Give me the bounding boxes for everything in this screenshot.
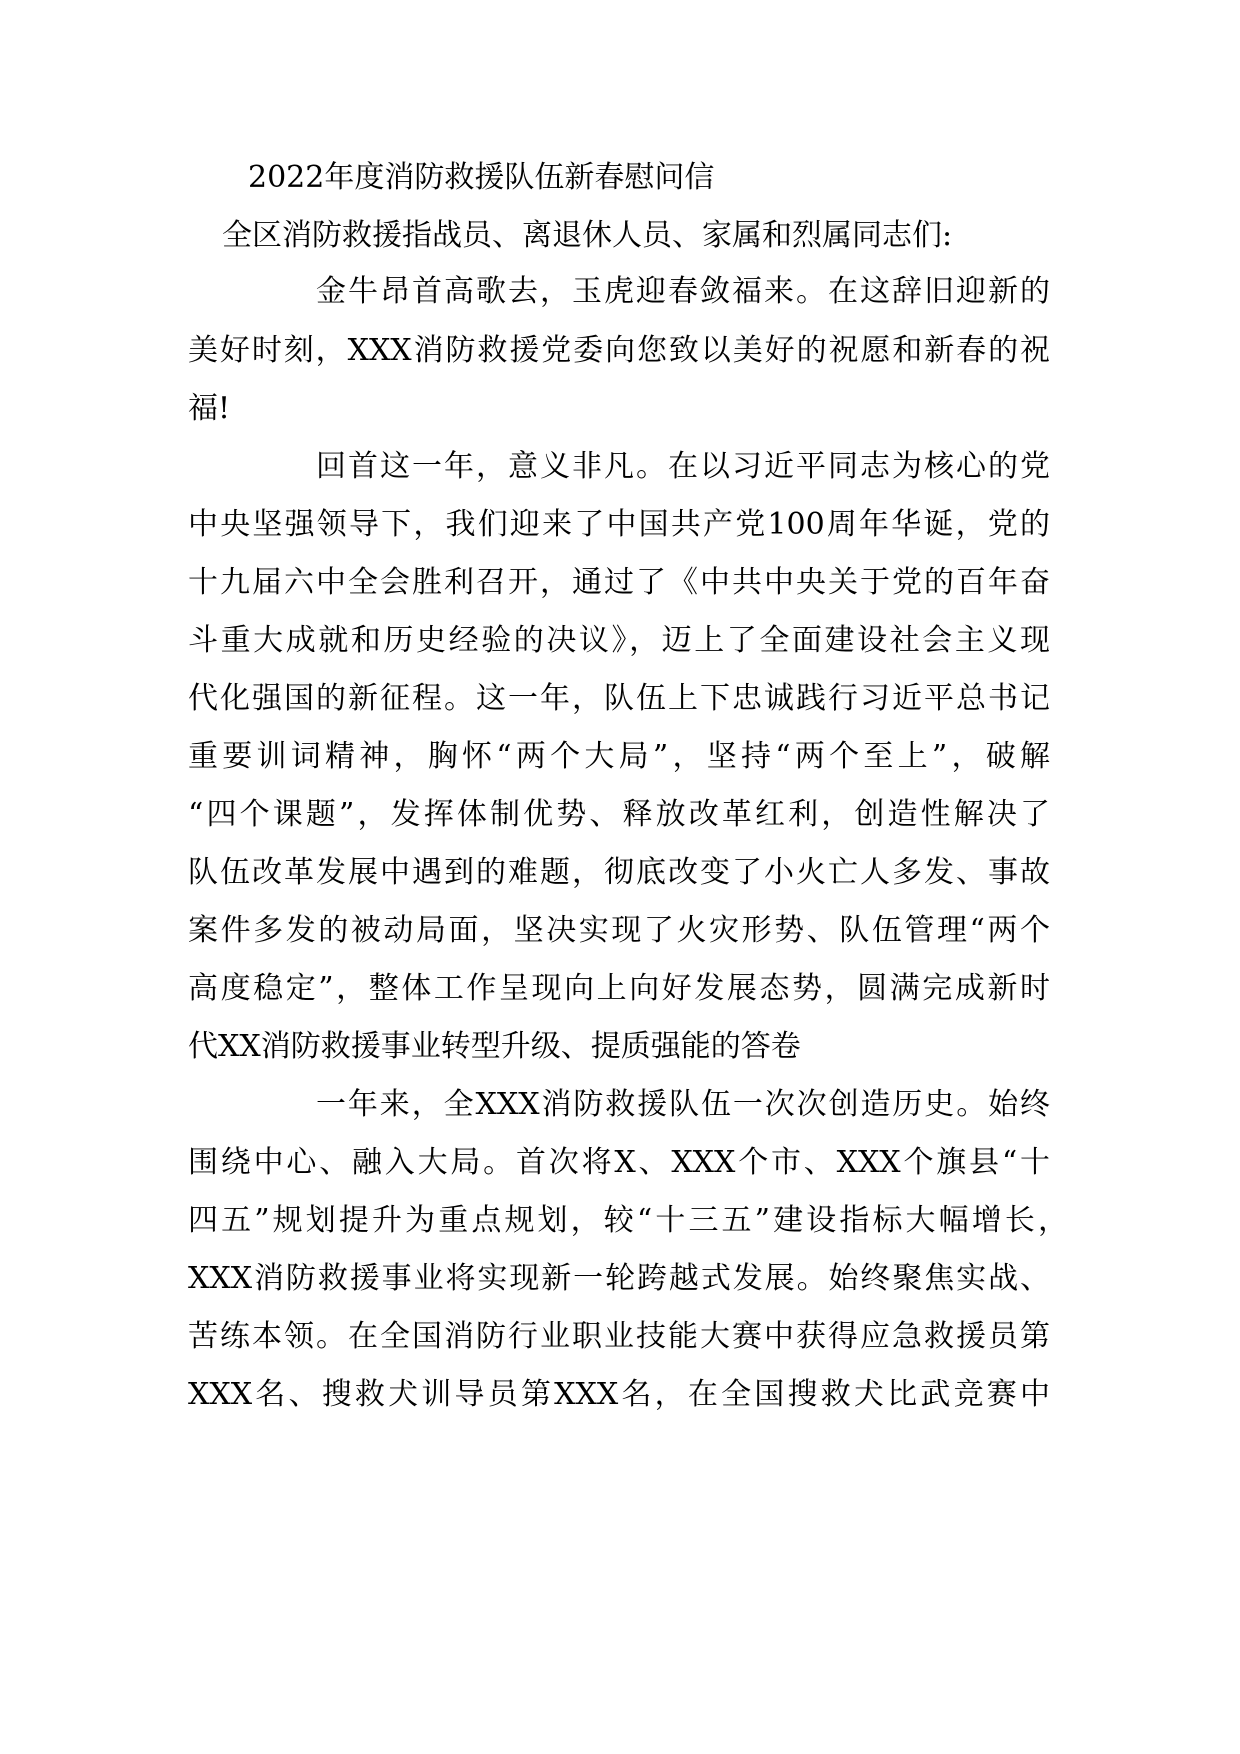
paragraph-line: “四个课题”，发挥体制优势、释放改革红利，创造性解决了 bbox=[188, 797, 1050, 832]
paragraph-line: 代化强国的新征程。这一年，队伍上下忠诚践行习近平总书记 bbox=[188, 681, 1050, 716]
paragraph-line: 苦练本领。在全国消防行业职业技能大赛中获得应急救援员第 bbox=[188, 1319, 1050, 1354]
paragraph-line: XXX消防救援事业将实现新一轮跨越式发展。始终聚焦实战、 bbox=[188, 1261, 1050, 1296]
paragraph-line: 中央坚强领导下，我们迎来了中国共产党100周年华诞，党的 bbox=[188, 507, 1050, 542]
paragraph-line: 围绕中心、融入大局。首次将X、XXX个市、XXX个旗县“十 bbox=[188, 1145, 1050, 1180]
paragraph-line: 四五”规划提升为重点规划，较“十三五”建设指标大幅增长， bbox=[188, 1203, 1068, 1238]
paragraph-line: 美好时刻，XXX消防救援党委向您致以美好的祝愿和新春的祝 bbox=[188, 333, 1050, 368]
paragraph-line: 回首这一年，意义非凡。在以习近平同志为核心的党 bbox=[316, 449, 1050, 484]
paragraph-line: 案件多发的被动局面，坚决实现了火灾形势、队伍管理“两个 bbox=[188, 913, 1050, 948]
salutation: 全区消防救援指战员、离退休人员、家属和烈属同志们: bbox=[222, 218, 953, 253]
paragraph-line: 福! bbox=[188, 391, 231, 426]
paragraph-line: 十九届六中全会胜利召开，通过了《中共中央关于党的百年奋 bbox=[188, 565, 1050, 600]
paragraph-line: 斗重大成就和历史经验的决议》，迈上了全面建设社会主义现 bbox=[188, 623, 1050, 658]
paragraph-line: 重要训词精神，胸怀“两个大局”，坚持“两个至上”，破解 bbox=[188, 739, 1050, 774]
paragraph-line: XXX名、搜救犬训导员第XXX名，在全国搜救犬比武竞赛中 bbox=[188, 1377, 1050, 1412]
paragraph-line: 金牛昂首高歌去，玉虎迎春敛福来。在这辞旧迎新的 bbox=[316, 274, 1050, 309]
paragraph-line: 高度稳定”，整体工作呈现向上向好发展态势，圆满完成新时 bbox=[188, 971, 1050, 1006]
paragraph-line: 队伍改革发展中遇到的难题，彻底改变了小火亡人多发、事故 bbox=[188, 855, 1050, 890]
paragraph-line: 一年来，全XXX消防救援队伍一次次创造历史。始终 bbox=[316, 1087, 1050, 1122]
document-title: 2022年度消防救援队伍新春慰问信 bbox=[248, 160, 715, 195]
paragraph-line: 代XX消防救援事业转型升级、提质强能的答卷 bbox=[188, 1029, 801, 1064]
